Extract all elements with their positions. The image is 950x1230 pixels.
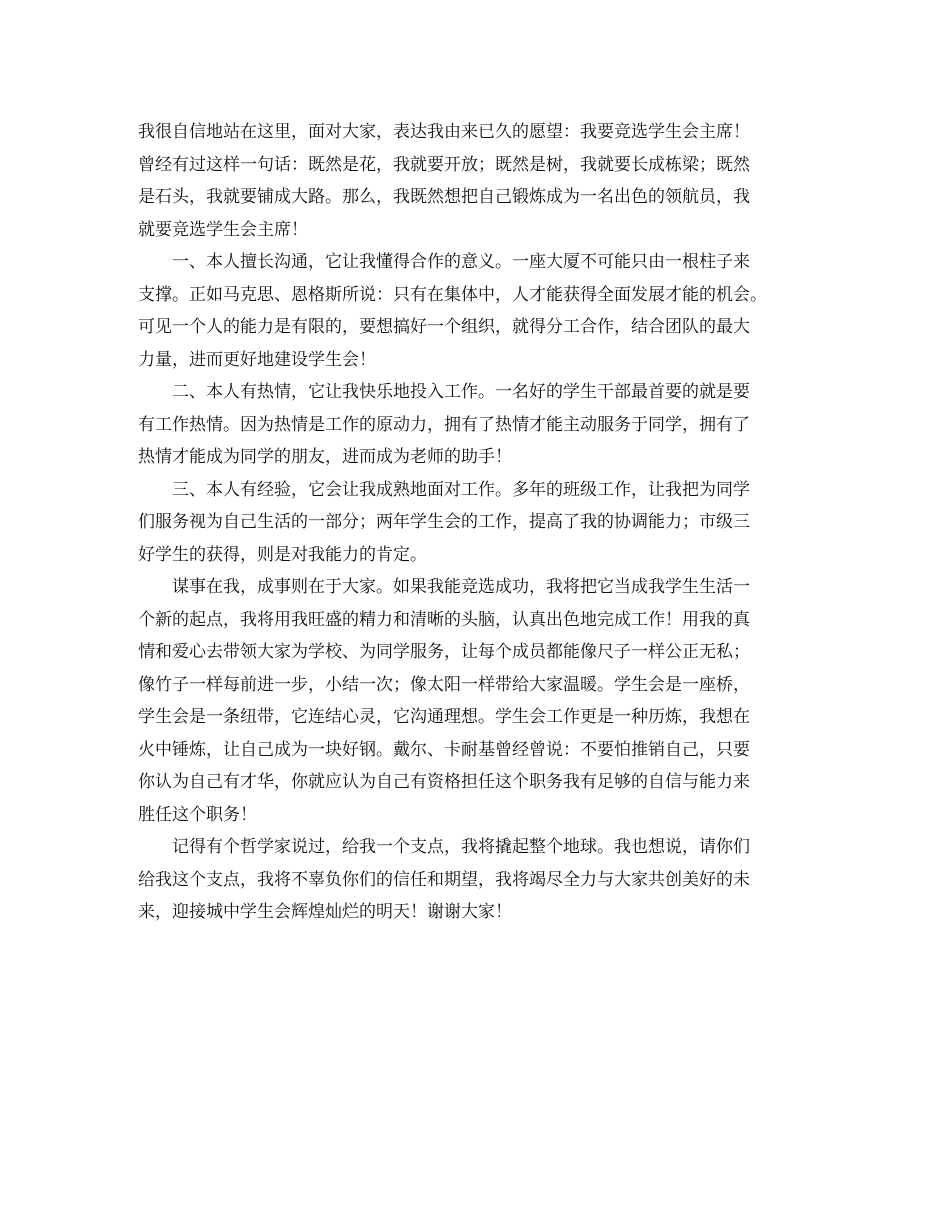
text-line: 们服务视为自己生活的一部分；两年学生会的工作，提高了我的协调能力；市级三 (138, 512, 750, 532)
paragraph-first-line: 一、本人擅长沟通，它让我懂得合作的意义。一座大厦不可能只由一根柱子来 (172, 252, 750, 272)
text-line: 可见一个人的能力是有限的，要想搞好一个组织，就得分工合作，结合团队的最大 (138, 317, 750, 337)
text-line: 你认为自己有才华，你就应认为自己有资格担任这个职务我有足够的自信与能力来 (138, 772, 750, 792)
paragraph-first-line: 二、本人有热情，它让我快乐地投入工作。一名好的学生干部最首要的就是要 (172, 382, 750, 402)
text-line: 支撑。正如马克思、恩格斯所说：只有在集体中，人才能获得全面发展才能的机会。 (138, 284, 767, 305)
text-line: 像竹子一样每前进一步，小结一次；像太阳一样带给大家温暖。学生会是一座桥， (138, 674, 750, 695)
text-line: 就要竞选学生会主席！ (138, 219, 308, 240)
speech-text-block (138, 116, 823, 929)
text-line: 胜任这个职务！ (138, 804, 257, 825)
text-line: 我很自信地站在这里，面对大家，表达我由来已久的愿望：我要竞选学生会主席！ (138, 122, 750, 142)
text-line: 力量，进而更好地建设学生会！ (138, 349, 376, 370)
text-line: 是石头，我就要铺成大路。那么，我既然想把自己锻炼成为一名出色的领航员，我 (138, 187, 750, 207)
text-line: 情和爱心去带领大家为学校、为同学服务，让每个成员都能像尺子一样公正无私； (138, 642, 750, 662)
text-line: 热情才能成为同学的朋友，进而成为老师的助手！ (138, 447, 512, 467)
text-line: 火中锤炼，让自己成为一块好钢。戴尔、卡耐基曾经曾说：不要怕推销自己，只要 (138, 739, 750, 760)
text-line: 个新的起点，我将用我旺盛的精力和清晰的头脑，认真出色地完成工作！用我的真 (138, 609, 750, 630)
text-line: 曾经有过这样一句话：既然是花，我就要开放；既然是树，我就要长成栋梁；既然 (138, 154, 750, 175)
text-line: 好学生的获得，则是对我能力的肯定。 (138, 544, 427, 565)
paragraph-first-line: 谋事在我，成事则在于大家。如果我能竞选成功，我将把它当成我学生生活一 (172, 577, 750, 597)
text-line: 来，迎接城中学生会辉煌灿烂的明天！谢谢大家！ (138, 902, 512, 922)
text-line: 有工作热情。因为热情是工作的原动力，拥有了热情才能主动服务于同学，拥有了 (138, 414, 750, 435)
text-line: 学生会是一条纽带，它连结心灵，它沟通理想。学生会工作更是一种历炼，我想在 (138, 707, 750, 727)
paragraph-first-line: 三、本人有经验，它会让我成熟地面对工作。多年的班级工作，让我把为同学 (172, 479, 750, 500)
paragraph-first-line: 记得有个哲学家说过，给我一个支点，我将撬起整个地球。我也想说，请你们 (172, 837, 750, 857)
text-line: 给我这个支点，我将不辜负你们的信任和期望，我将竭尽全力与大家共创美好的未 (138, 869, 750, 890)
